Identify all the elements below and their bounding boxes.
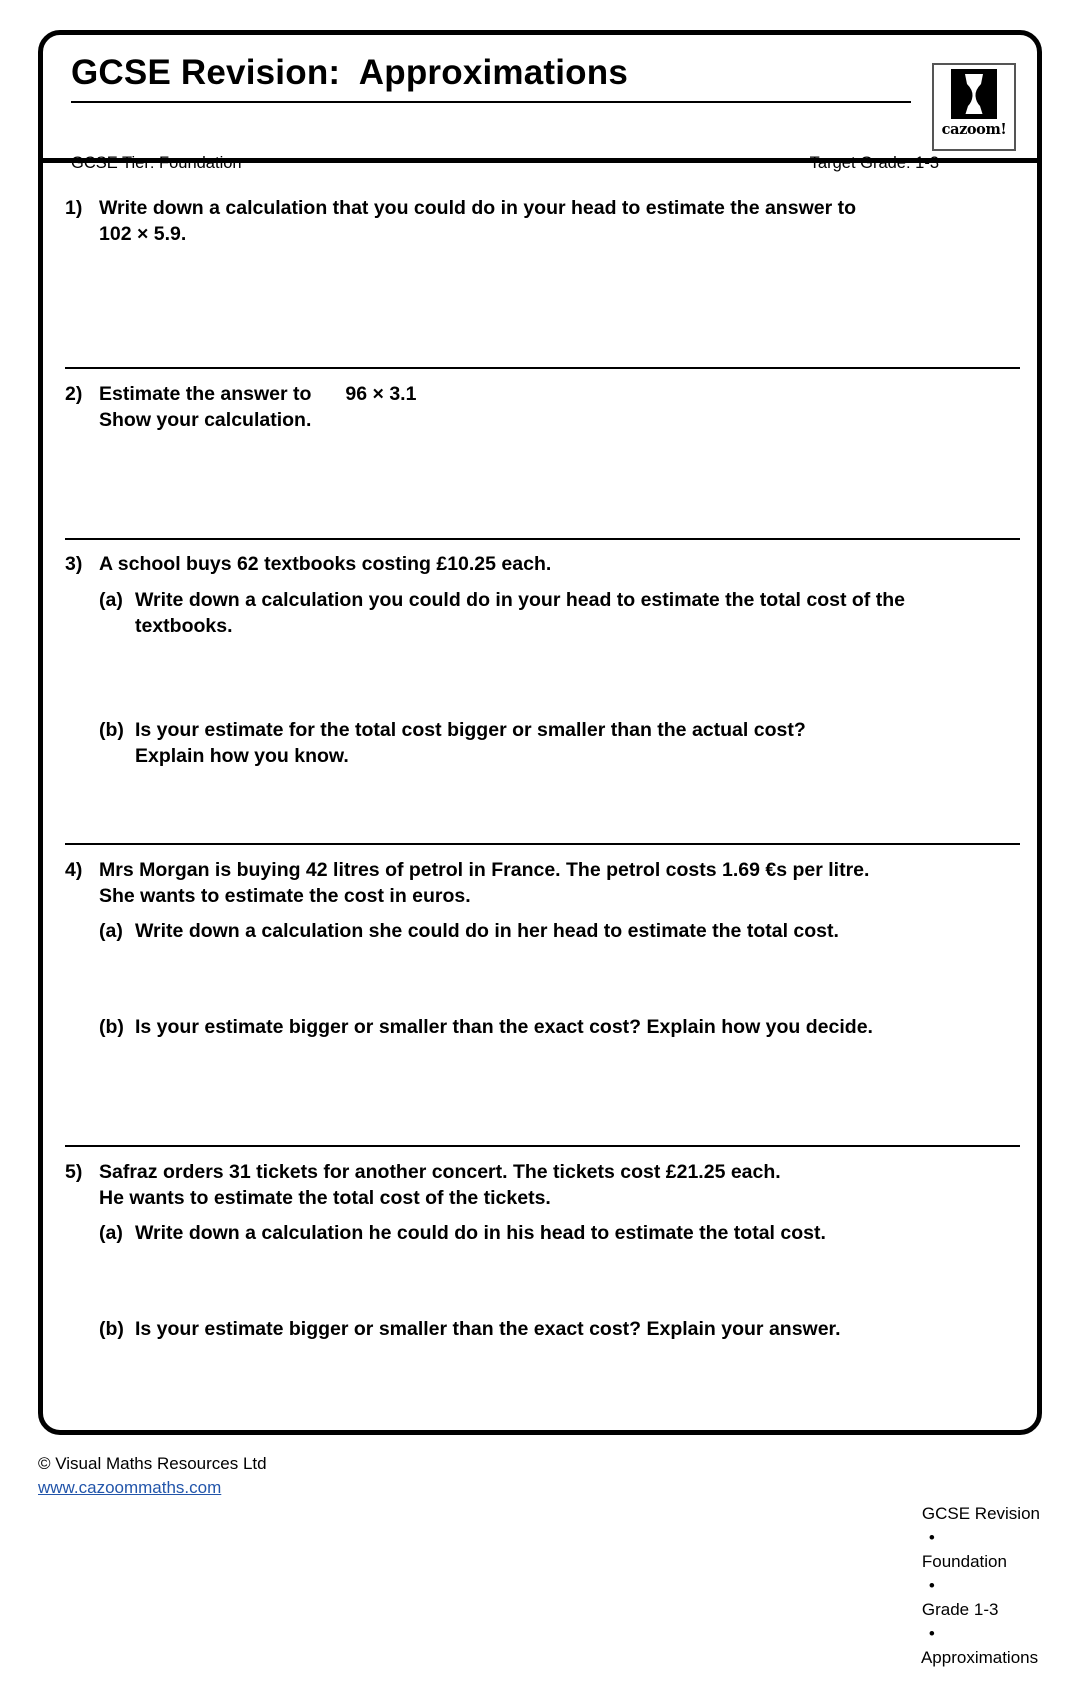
header-title-row: [71, 49, 939, 103]
question-5-part-a-label: (a): [99, 1222, 123, 1244]
page-title: GCSE Revision: Approximations: [71, 53, 629, 92]
question-3-part-b-text: [135, 717, 1020, 769]
breadcrumb-separator-3: •: [928, 1624, 935, 1643]
title-underline: [71, 101, 911, 103]
question-separator-2: [65, 538, 1020, 540]
copyright-text: © Visual Maths Resources Ltd: [38, 1454, 267, 1473]
question-separator-1: [65, 367, 1020, 369]
cazoommaths-link[interactable]: www.cazoommaths.com: [38, 1478, 222, 1497]
question-4-number: 4): [65, 859, 83, 881]
question-3-number: 3): [65, 553, 83, 575]
footer-copyright-block: [38, 1452, 267, 1500]
question-2-text: [99, 381, 1020, 433]
question-4-part-b-text: [135, 1014, 1020, 1040]
question-4-part-b-text-main: Is your estimate bigger or smaller than the exact cost? Explain how you decide.: [135, 1016, 873, 1038]
question-1-text-main: Write down a calculation that you could do in your head to estimate the answer to: [99, 197, 856, 219]
breadcrumb-separator-1: •: [928, 1528, 935, 1547]
question-3-part-a-text: [135, 587, 1020, 639]
page-footer: [38, 1452, 1048, 1667]
question-3-part-b-text-main: Is your estimate for the total cost bigger or smaller than the actual cost?: [135, 719, 806, 741]
question-4-part-b-label: (b): [99, 1016, 124, 1038]
question-3: [65, 551, 1020, 769]
question-5-text-main: Safraz orders 31 tickets for another concert. The tickets cost £21.25 each.: [99, 1161, 781, 1183]
question-1-text-cont: 102 × 5.9.: [99, 223, 187, 245]
question-3-text: [99, 551, 1020, 577]
worksheet-header: [43, 35, 1037, 172]
question-4-part-a-text-main: Write down a calculation she could do in her head to estimate the total cost.: [135, 920, 839, 942]
breadcrumb-item-tier: Foundation: [921, 1552, 1007, 1571]
cazoom-vase-icon: [951, 69, 997, 119]
question-4-part-b: [99, 1014, 1020, 1040]
question-4-part-a-text: [135, 918, 1020, 944]
question-separator-3: [65, 843, 1020, 845]
question-5-part-b: [99, 1316, 1020, 1342]
question-1-number: 1): [65, 197, 83, 219]
question-3-part-b-label: (b): [99, 719, 124, 741]
question-3-part-a-text-cont: textbooks.: [135, 615, 233, 637]
breadcrumb-separator-2: •: [928, 1576, 935, 1595]
question-5-part-a-text-main: Write down a calculation he could do in his head to estimate the total cost.: [135, 1222, 826, 1244]
question-5-text-cont: He wants to estimate the total cost of the tickets.: [99, 1187, 551, 1209]
question-3-text-main: A school buys 62 textbooks costing £10.25 each.: [99, 553, 552, 575]
question-5-part-a-text: [135, 1220, 1020, 1246]
question-5-number: 5): [65, 1161, 83, 1183]
question-4-part-a: [99, 918, 1020, 944]
question-2-text-cont: Show your calculation.: [99, 409, 312, 431]
question-4-part-a-label: (a): [99, 920, 123, 942]
question-4-line: [65, 857, 1020, 909]
breadcrumb-item-revision: GCSE Revision: [921, 1504, 1040, 1523]
question-1-line: [65, 195, 1020, 247]
question-4-text: [99, 857, 1020, 909]
question-5-part-a: [99, 1220, 1020, 1246]
question-2-expression: 96 × 3.1: [345, 383, 417, 405]
question-3-part-b: [99, 717, 1020, 769]
question-4-text-main: Mrs Morgan is buying 42 litres of petrol in France. The petrol costs 1.69 €s per litre.: [99, 859, 870, 881]
breadcrumb-item-grade: Grade 1-3: [921, 1600, 999, 1619]
question-separator-4: [65, 1145, 1020, 1147]
question-3-part-a: [99, 587, 1020, 639]
question-3-part-a-label: (a): [99, 589, 123, 611]
question-2-text-main: Estimate the answer to: [99, 383, 312, 405]
question-5-part-b-text-main: Is your estimate bigger or smaller than the exact cost? Explain your answer.: [135, 1318, 841, 1340]
tier-label: GCSE Tier: Foundation: [71, 154, 242, 172]
question-5-part-b-label: (b): [99, 1318, 124, 1340]
question-4: [65, 857, 1020, 1040]
question-4-text-cont: She wants to estimate the cost in euros.: [99, 885, 471, 907]
question-3-line: [65, 551, 1020, 577]
target-grade-label: Target Grade: 1-3: [809, 154, 939, 172]
question-2-number: 2): [65, 383, 83, 405]
question-5-line: [65, 1159, 1020, 1211]
question-1-text: [99, 195, 1020, 247]
questions-area: [43, 163, 1037, 1430]
question-5-text: [99, 1159, 1020, 1211]
worksheet-frame: [38, 30, 1042, 1435]
question-3-part-b-text-cont: Explain how you know.: [135, 745, 349, 767]
question-1: [65, 195, 1020, 247]
footer-breadcrumb: [903, 1478, 1040, 1694]
cazoom-logo: [932, 63, 1016, 151]
question-3-part-a-text-main: Write down a calculation you could do in your head to estimate the total cost of the: [135, 589, 905, 611]
question-5-part-b-text: [135, 1316, 1020, 1342]
question-2-line: [65, 381, 1020, 433]
breadcrumb-item-topic: Approximations: [920, 1648, 1039, 1667]
question-2: [65, 381, 1020, 433]
cazoom-wordmark: cazoom!: [941, 121, 1007, 138]
question-5: [65, 1159, 1020, 1342]
